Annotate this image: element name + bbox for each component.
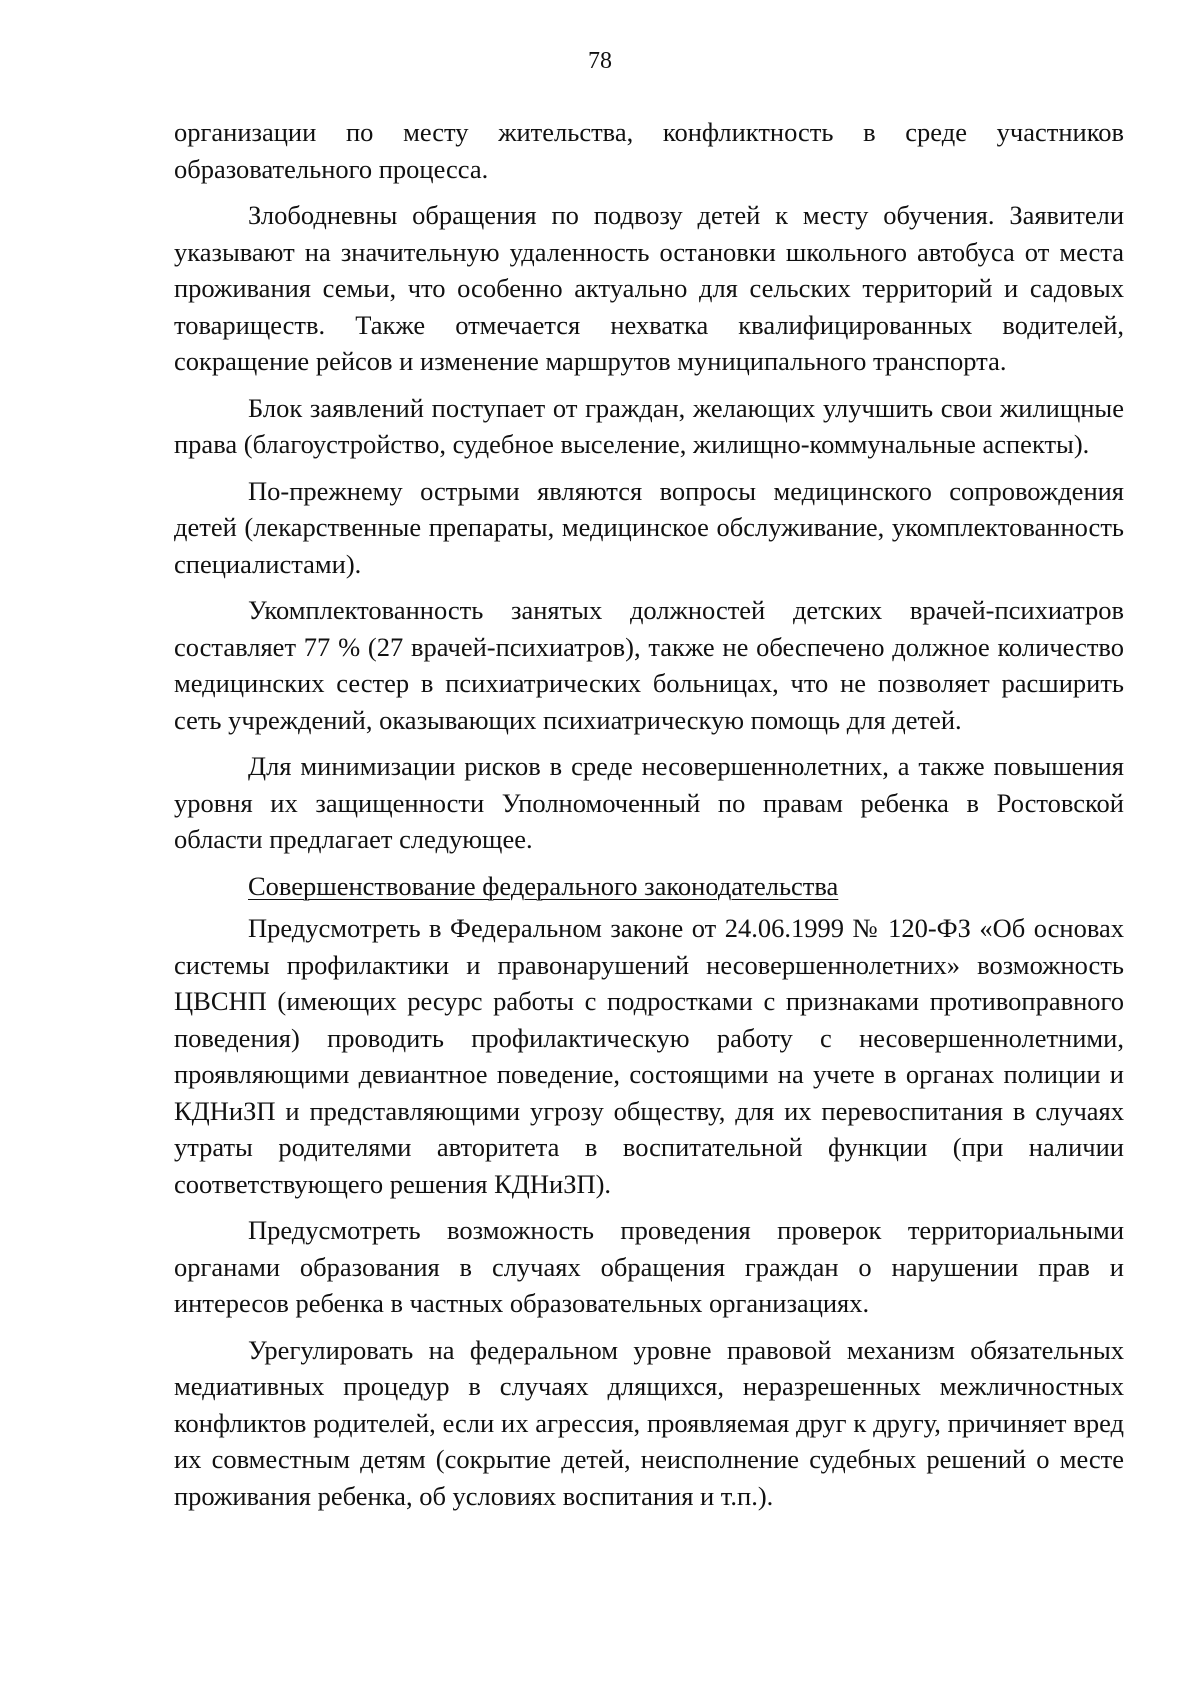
page-body [174,114,1124,1524]
section-heading-text: Совершенствование федерального законодательства [248,870,839,901]
proposal-federal-law-120: Предусмотреть в Федеральном законе от 24.06.1999 № 120-ФЗ «Об основах системы профилактики и правонарушений несовершеннолетних» возможность ЦВСНП (имеющих ресурс работы с подростками с признаками противоправного поведения) проводить профилактическую работу с несовершеннолетними, проявляющими девиантное поведение, состоящими на учете в органах полиции и КДНиЗП и представляющими угрозу обществу, для их перевоспитания в случаях утраты родителями авторитета в воспитательной функции (при наличии соответствующего решения КДНиЗП). [174,913,1124,1199]
paragraph-psychiatrists: Укомплектованность занятых должностей детских врачей-психиатров составляет 77 % (27 врачей-психиатров), также не обеспечено должное количество медицинских сестер в психиатрических больницах, что не позволяет расширить сеть учреждений, оказывающих психиатрическую помощь для детей. [174,595,1124,735]
section-heading [174,868,1124,905]
paragraph-medical-support: По-прежнему острыми являются вопросы медицинского сопровождения детей (лекарственные препараты, медицинское обслуживание, укомплектованность специалистами). [174,475,1124,579]
paragraph-housing-rights: Блок заявлений поступает от граждан, желающих улучшить свои жилищные права (благоустройство, судебное выселение, жилищно-коммунальные аспекты). [174,392,1124,459]
paragraph-school-transport: Злободневны обращения по подвозу детей к месту обучения. Заявители указывают на значительную удаленность остановки школьного автобуса от места проживания семьи, что особенно актуально для сельских территорий и садовых товариществ. Также отмечается нехватка квалифицированных водителей, сокращение рейсов и изменение маршрутов муниципального транспорта. [174,200,1124,376]
proposal-mediation-procedures: Урегулировать на федеральном уровне правовой механизм обязательных медиативных процедур в случаях длящихся, неразрешенных межличностных конфликтов родителей, если их агрессия, проявляемая друг к другу, причиняет вред их совместным детям (сокрытие детей, неисполнение судебных решений о месте проживания ребенка, об условиях воспитания и т.п.). [174,1334,1124,1511]
paragraph-continuation: организации по месту жительства, конфликтность в среде участников образовательного процесса. [174,117,1124,184]
proposal-private-schools-inspections: Предусмотреть возможность проведения проверок территориальными органами образования в случаях обращения граждан о нарушении прав и интересов ребенка в частных образовательных организациях. [174,1215,1124,1318]
page-number: 78 [588,48,612,74]
paragraph-proposals-intro: Для минимизации рисков в среде несовершеннолетних, а также повышения уровня их защищенности Уполномоченный по правам ребенка в Ростовской области предлагает следующее. [174,751,1124,854]
